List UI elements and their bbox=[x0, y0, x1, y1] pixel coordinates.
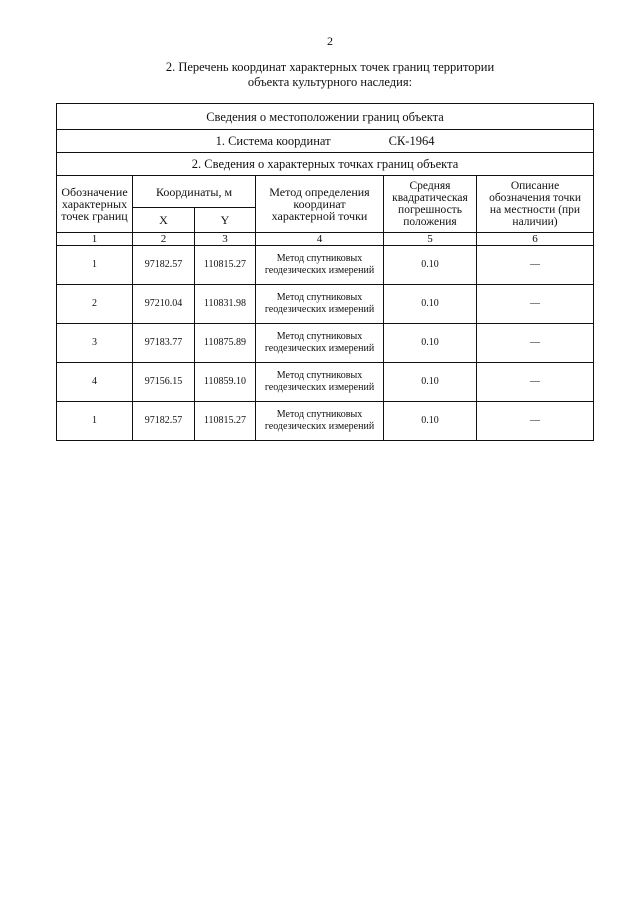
header-text: Обозначение bbox=[61, 185, 128, 199]
table-row bbox=[57, 285, 594, 324]
table-row bbox=[57, 324, 594, 363]
description-value: — bbox=[477, 246, 594, 285]
header-method bbox=[256, 176, 384, 233]
method-cell bbox=[256, 324, 384, 363]
header-error bbox=[384, 176, 477, 233]
method-cell bbox=[256, 246, 384, 285]
error-value: 0.10 bbox=[384, 324, 477, 363]
header-text: квадратическая bbox=[392, 192, 468, 204]
header-text: Средняя bbox=[409, 180, 451, 192]
coordinate-system-label: 1. Система координат bbox=[215, 134, 331, 148]
description-value: — bbox=[477, 285, 594, 324]
header-y: Y bbox=[195, 208, 256, 233]
header-text: характерной точки bbox=[271, 209, 368, 223]
column-number: 2 bbox=[133, 233, 195, 246]
point-number: 4 bbox=[57, 363, 133, 402]
method-text: геодезических измерений bbox=[264, 382, 375, 393]
header-text: Метод определения bbox=[269, 185, 370, 199]
header-designation bbox=[57, 176, 133, 233]
description-value: — bbox=[477, 402, 594, 441]
x-value: 97183.77 bbox=[133, 324, 195, 363]
point-number: 2 bbox=[57, 285, 133, 324]
header-text: точек границ bbox=[61, 209, 128, 223]
method-text: геодезических измерений bbox=[264, 343, 375, 354]
coordinate-system-cell bbox=[57, 130, 594, 153]
header-x: X bbox=[133, 208, 195, 233]
header-text: характерных bbox=[61, 197, 128, 211]
y-value: 110815.27 bbox=[195, 246, 256, 285]
column-number: 4 bbox=[256, 233, 384, 246]
error-value: 0.10 bbox=[384, 363, 477, 402]
points-section-label: 2. Сведения о характерных точках границ объекта bbox=[57, 153, 594, 176]
heading-line-1: 2. Перечень координат характерных точек границ территории bbox=[165, 60, 495, 74]
method-text: Метод спутниковых bbox=[276, 409, 363, 420]
column-number: 1 bbox=[57, 233, 133, 246]
header-text: наличии) bbox=[512, 216, 558, 228]
column-number: 3 bbox=[195, 233, 256, 246]
header-text: Описание bbox=[510, 180, 560, 192]
x-value: 97156.15 bbox=[133, 363, 195, 402]
column-number: 5 bbox=[384, 233, 477, 246]
method-text: геодезических измерений bbox=[264, 304, 375, 315]
header-text: обозначения точки bbox=[489, 192, 581, 204]
coordinate-system-value: СК-1964 bbox=[388, 134, 435, 148]
method-text: Метод спутниковых bbox=[276, 331, 363, 342]
column-numbers-row bbox=[57, 233, 594, 246]
point-number: 1 bbox=[57, 402, 133, 441]
table-title: Сведения о местоположении границ объекта bbox=[57, 104, 594, 130]
y-value: 110875.89 bbox=[195, 324, 256, 363]
method-cell bbox=[256, 402, 384, 441]
header-text: координат bbox=[293, 197, 346, 211]
method-text: Метод спутниковых bbox=[276, 370, 363, 381]
header-coordinates: Координаты, м bbox=[133, 176, 256, 208]
table-row bbox=[57, 402, 594, 441]
method-cell bbox=[256, 363, 384, 402]
x-value: 97210.04 bbox=[133, 285, 195, 324]
point-number: 3 bbox=[57, 324, 133, 363]
error-value: 0.10 bbox=[384, 285, 477, 324]
header-text: на местности (при bbox=[489, 204, 581, 216]
heading-line-2: объекта культурного наследия: bbox=[247, 75, 413, 89]
coordinates-table bbox=[56, 103, 594, 441]
y-value: 110815.27 bbox=[195, 402, 256, 441]
method-text: Метод спутниковых bbox=[276, 292, 363, 303]
point-number: 1 bbox=[57, 246, 133, 285]
description-value: — bbox=[477, 324, 594, 363]
section-heading bbox=[60, 60, 600, 90]
y-value: 110831.98 bbox=[195, 285, 256, 324]
header-text: положения bbox=[403, 216, 457, 228]
table-row bbox=[57, 363, 594, 402]
header-text: погрешность bbox=[398, 204, 462, 216]
column-number: 6 bbox=[477, 233, 594, 246]
page-number: 2 bbox=[327, 34, 333, 48]
header-description bbox=[477, 176, 594, 233]
method-text: Метод спутниковых bbox=[276, 253, 363, 264]
description-value: — bbox=[477, 363, 594, 402]
error-value: 0.10 bbox=[384, 246, 477, 285]
method-cell bbox=[256, 285, 384, 324]
table-row bbox=[57, 246, 594, 285]
x-value: 97182.57 bbox=[133, 402, 195, 441]
y-value: 110859.10 bbox=[195, 363, 256, 402]
error-value: 0.10 bbox=[384, 402, 477, 441]
x-value: 97182.57 bbox=[133, 246, 195, 285]
method-text: геодезических измерений bbox=[264, 265, 375, 276]
method-text: геодезических измерений bbox=[264, 421, 375, 432]
